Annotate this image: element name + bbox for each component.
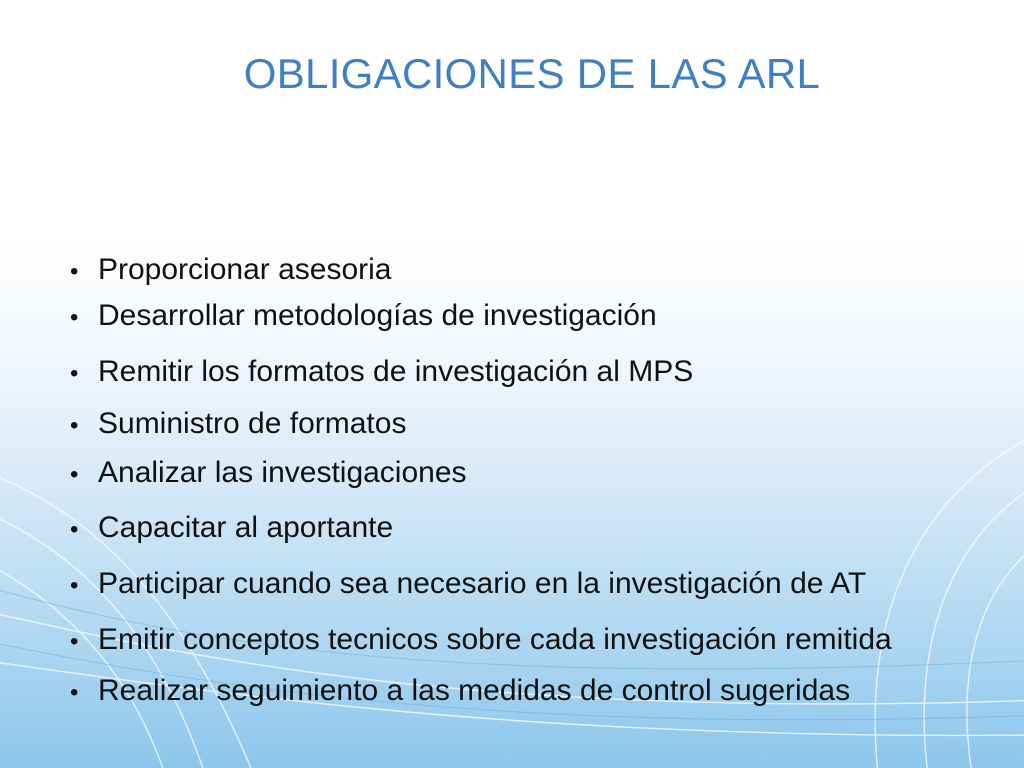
bullet-dot: •	[70, 360, 79, 387]
slide-title: OBLIGACIONES DE LAS ARL	[243, 50, 821, 97]
bullet-item	[70, 354, 693, 392]
bullet-dot: •	[70, 628, 79, 655]
bullet-text: Participar cuando sea necesario en la investigación de AT	[98, 567, 867, 600]
bullet-text: Capacitar al aportante	[98, 511, 394, 544]
bullet-text: Realizar seguimiento a las medidas de control sugeridas	[98, 674, 851, 707]
bullet-item	[70, 298, 657, 336]
bullet-dot: •	[70, 304, 79, 331]
bullet-dot: •	[70, 572, 79, 599]
bullet-text: Emitir conceptos tecnicos sobre cada investigación remitida	[98, 623, 892, 656]
bullet-text: Proporcionar asesoria	[98, 253, 392, 286]
bullet-item	[70, 510, 393, 548]
bullet-dot: •	[70, 258, 79, 285]
bullet-item	[70, 252, 391, 290]
bullet-item	[70, 406, 406, 444]
bullet-text: Analizar las investigaciones	[98, 456, 467, 489]
bullet-dot: •	[70, 679, 79, 706]
bullet-item	[70, 455, 467, 493]
bullet-item	[70, 673, 850, 711]
bullet-item	[70, 622, 892, 660]
bullet-text: Desarrollar metodologías de investigación	[98, 299, 657, 332]
bullet-dot: •	[70, 461, 79, 488]
bullet-item	[70, 566, 866, 604]
bullet-dot: •	[70, 516, 79, 543]
bullet-dot: •	[70, 412, 79, 439]
bullet-text: Remitir los formatos de investigación al MPS	[98, 355, 694, 388]
bullet-text: Suministro de formatos	[98, 407, 407, 440]
